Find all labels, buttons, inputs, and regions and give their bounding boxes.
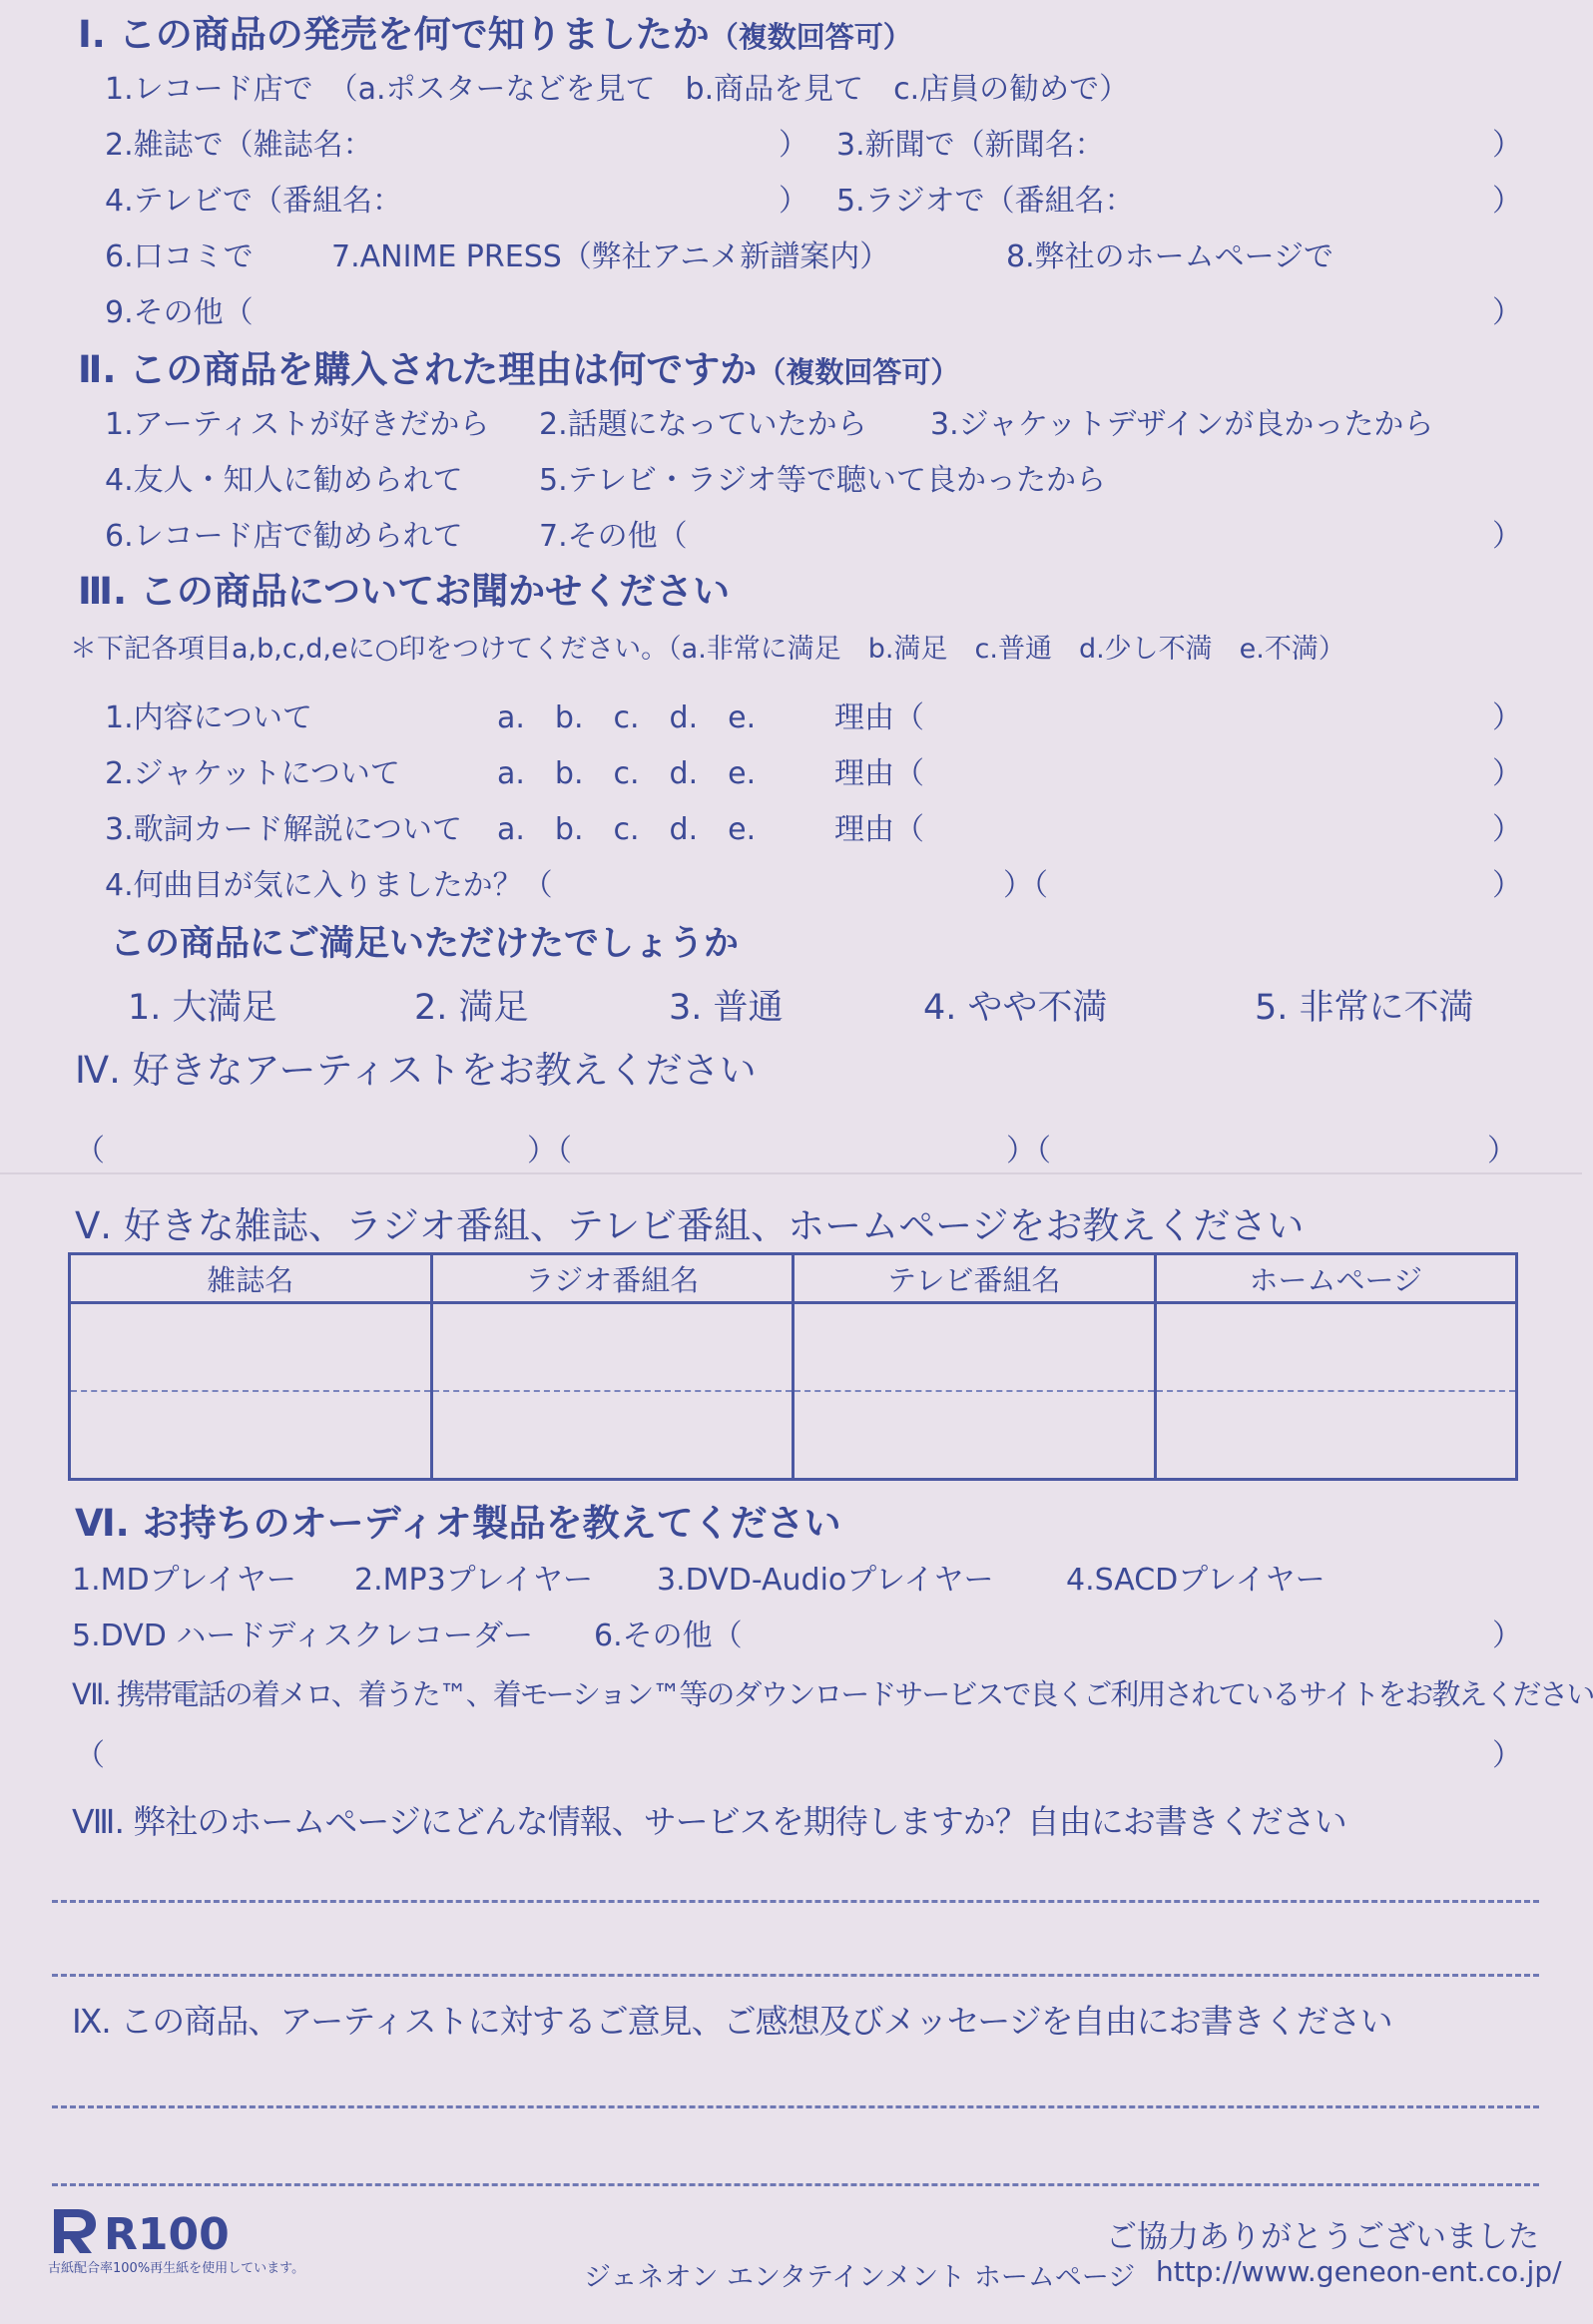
s3-item-1-reason: 理由（	[834, 700, 924, 735]
section-9-title: Ⅸ. この商品、アーティストに対するご意見、ご感想及びメッセージを自由にお書きください	[72, 2002, 1392, 2041]
recycle-logo-text: R100	[104, 2209, 230, 2260]
s1-q9-close: ）	[1492, 295, 1522, 330]
s2-q7: 7.その他（	[539, 519, 688, 554]
satisfaction-option-4: 4. やや不満	[923, 988, 1108, 1028]
s6-q6-close: ）	[1492, 1619, 1522, 1653]
s4-close: ）	[1487, 1134, 1517, 1168]
recycle-logo	[48, 2205, 230, 2261]
s9-write-line-1[interactable]	[52, 2105, 1539, 2108]
s7-open: （	[75, 1738, 105, 1773]
s3-item-1-choices: a. b. c. d. e.	[497, 700, 757, 735]
radio-cell-1[interactable]	[431, 1303, 794, 1392]
radio-cell-2[interactable]	[431, 1391, 794, 1480]
s4-open: （	[75, 1134, 105, 1168]
s3-q4-mid: ）（	[1003, 868, 1048, 903]
s2-q6: 6.レコード店で勧められて	[105, 519, 463, 554]
satisfaction-option-5: 5. 非常に不満	[1255, 988, 1474, 1028]
s3-q4-close: ）	[1492, 868, 1522, 903]
s6-q5: 5.DVD ハードディスクレコーダー	[72, 1619, 533, 1653]
section-7-title: Ⅶ. 携帯電話の着メロ、着うた™、着モーション™等のダウンロードサービスで良くご利用されているサイトをお教えください	[72, 1677, 1593, 1711]
recycle-note: 古紙配合率100%再生紙を使用しています。	[48, 2261, 305, 2276]
s1-q5: 5.ラジオで（番組名：	[836, 184, 1135, 219]
section-1-note: （複数回答可）	[709, 20, 912, 54]
s2-q4: 4.友人・知人に勧められて	[105, 463, 463, 498]
section-1-heading	[78, 4, 912, 58]
s6-q3: 3.DVD-Audioプレイヤー	[657, 1563, 994, 1598]
s1-q5-close: ）	[1492, 184, 1522, 219]
s6-q4: 4.SACDプレイヤー	[1066, 1563, 1326, 1598]
s3-item-1-close: ）	[1492, 700, 1522, 735]
s1-q8: 8.弊社のホームページで	[1006, 239, 1334, 274]
favorites-table	[68, 1252, 1518, 1481]
s1-q9: 9.その他（	[105, 295, 254, 330]
s1-q4: 4.テレビで（番組名：	[105, 184, 403, 219]
fold-line	[0, 1172, 1582, 1174]
s3-q4: 4.何曲目が気に入りましたか？（	[105, 868, 553, 903]
s1-q4-close: ）	[779, 184, 808, 219]
col-radio: ラジオ番組名	[431, 1254, 794, 1303]
s7-close: ）	[1492, 1738, 1522, 1773]
s2-q2: 2.話題になっていたから	[539, 407, 867, 442]
recycle-mark-icon	[48, 2205, 230, 2260]
s6-q6: 6.その他（	[594, 1619, 743, 1653]
tv-cell-2[interactable]	[794, 1391, 1156, 1480]
s8-write-line-1[interactable]	[52, 1900, 1539, 1903]
s2-q5: 5.テレビ・ラジオ等で聴いて良かったから	[539, 463, 1107, 498]
tv-cell-1[interactable]	[794, 1303, 1156, 1392]
s2-q1: 1.アーティストが好きだから	[105, 407, 490, 442]
s1-q3-close: ）	[1492, 128, 1522, 163]
thanks-text: ご協力ありがとうございました	[1106, 2219, 1539, 2255]
satisfaction-option-1: 1. 大満足	[128, 988, 277, 1028]
section-8-title: Ⅷ. 弊社のホームページにどんな情報、サービスを期待しますか？自由にお書きください	[72, 1802, 1346, 1841]
section-1-title: Ⅰ. この商品の発売を何で知りましたか	[78, 13, 710, 56]
homepage-cell-1[interactable]	[1155, 1303, 1517, 1392]
s6-q1: 1.MDプレイヤー	[72, 1563, 296, 1598]
s2-q3: 3.ジャケットデザインが良かったから	[930, 407, 1434, 442]
s1-q6: 6.口コミで	[105, 239, 254, 274]
s6-q2: 2.MP3プレイヤー	[354, 1563, 593, 1598]
section-2-heading	[78, 339, 959, 393]
section-3-title: Ⅲ. この商品についてお聞かせください	[78, 570, 731, 613]
homepage-cell-2[interactable]	[1155, 1391, 1517, 1480]
s1-q3: 3.新聞で（新聞名：	[836, 128, 1105, 163]
magazine-cell-1[interactable]	[70, 1303, 432, 1392]
satisfaction-option-3: 3. 普通	[669, 988, 784, 1028]
s4-mid-1: ）（	[527, 1134, 572, 1168]
s9-write-line-2[interactable]	[52, 2183, 1539, 2186]
section-4-title: Ⅳ. 好きなアーティストをお教えください	[75, 1049, 757, 1092]
s2-q7-close: ）	[1492, 519, 1522, 554]
section-5-title: Ⅴ. 好きな雑誌、ラジオ番組、テレビ番組、ホームページをお教えください	[75, 1204, 1305, 1247]
s1-q2: 2.雑誌で（雑誌名：	[105, 128, 373, 163]
col-homepage: ホームページ	[1155, 1254, 1517, 1303]
magazine-cell-2[interactable]	[70, 1391, 432, 1480]
section-6-title: Ⅵ. お持ちのオーディオ製品を教えてください	[75, 1502, 841, 1545]
s4-mid-2: ）（	[1006, 1134, 1051, 1168]
section-2-title: Ⅱ. この商品を購入された理由は何ですか	[78, 348, 758, 391]
s3-item-2-reason: 理由（	[834, 756, 924, 791]
s3-item-2-choices: a. b. c. d. e.	[497, 756, 757, 791]
col-tv: テレビ番組名	[794, 1254, 1156, 1303]
s3-item-3-label: 3.歌詞カード解説について	[105, 812, 463, 847]
homepage-url[interactable]: http://www.geneon-ent.co.jp/	[1156, 2255, 1562, 2288]
s3-item-3-close: ）	[1492, 812, 1522, 847]
section-2-note: （複数回答可）	[757, 355, 960, 389]
s1-q2-close: ）	[779, 128, 808, 163]
s3-instruction: ＊下記各項目a,b,c,d,eに○印をつけてください。（a.非常に満足 b.満足 c.普通 d.少し不満 e.不満）	[70, 634, 1345, 665]
s1-q7: 7.ANIME PRESS（弊社アニメ新譜案内）	[331, 239, 890, 274]
s3-satisfaction-question: この商品にご満足いただけたでしょうか	[110, 924, 740, 964]
s3-item-3-reason: 理由（	[834, 812, 924, 847]
s3-item-2-close: ）	[1492, 756, 1522, 791]
s3-item-1-label: 1.内容について	[105, 700, 313, 735]
s8-write-line-2[interactable]	[52, 1974, 1539, 1977]
s3-item-3-choices: a. b. c. d. e.	[497, 812, 757, 847]
satisfaction-option-2: 2. 満足	[414, 988, 529, 1028]
s1-q1: 1.レコード店で （a.ポスターなどを見て b.商品を見て c.店員の勧めで）	[105, 72, 1130, 107]
homepage-label: ジェネオン エンタテインメント ホームページ	[584, 2262, 1136, 2293]
col-magazine: 雑誌名	[70, 1254, 432, 1303]
s3-item-2-label: 2.ジャケットについて	[105, 756, 400, 791]
